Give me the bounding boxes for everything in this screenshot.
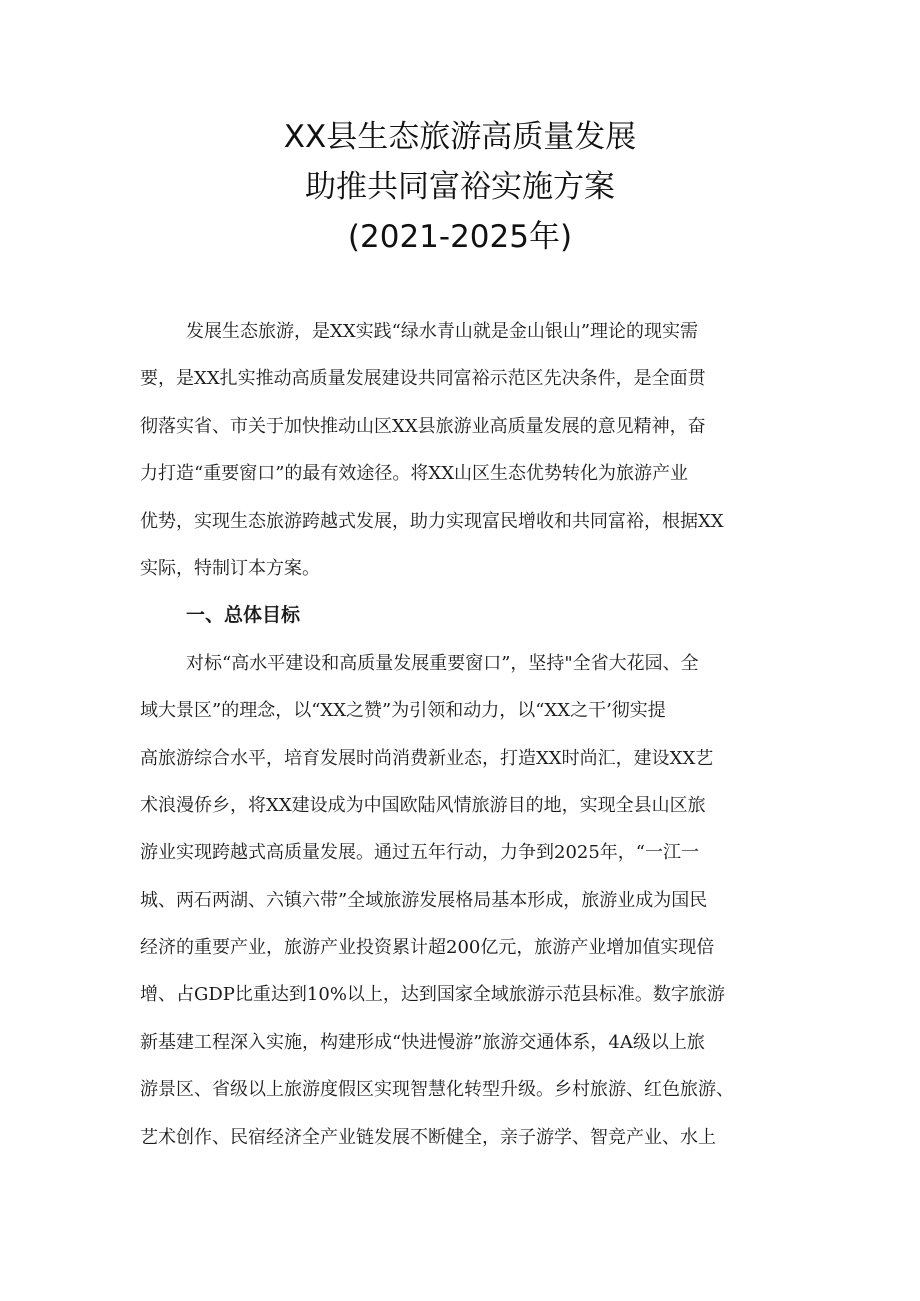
paragraph-line: 实际，特制订本方案。 <box>140 557 320 579</box>
paragraph-line: 城、两石两湖、六镇六带”全域旅游发展格局基本形成，旅游业成为国民 <box>140 889 708 911</box>
document-title <box>0 112 920 262</box>
paragraph-line: 要，是XX扎实推动高质量发展建设共同富裕示范区先决条件，是全面贯 <box>140 368 706 390</box>
section-heading: 一、总体目标 <box>186 604 301 627</box>
paragraph-line: 艺术创作、民宿经济全产业链发展不断健全，亲子游学、智竞产业、水上 <box>140 1126 716 1148</box>
section-paragraph <box>140 640 796 1161</box>
intro-paragraph <box>140 308 796 592</box>
document-body <box>140 308 796 1161</box>
paragraph-line: 新基建工程深入实施，构建形成“快进慢游”旅游交通体系，4A级以上旅 <box>140 1031 705 1053</box>
paragraph-line: 优势，实现生态旅游跨越式发展，助力实现富民增收和共同富裕，根据XX <box>140 510 724 532</box>
paragraph-line: 游景区、省级以上旅游度假区实现智慧化转型升级。乡村旅游、红色旅游、 <box>140 1079 734 1101</box>
title-line-2: 助推共同富裕实施方案 <box>305 169 615 205</box>
paragraph-line: 发展生态旅游，是XX实践“绿水青山就是金山银山”理论的现实需 <box>186 321 699 342</box>
title-line-3: (2021-2025年) <box>347 219 573 255</box>
paragraph-line: 彻落实省、市关于加快推动山区XX县旅游业高质量发展的意见精神，奋 <box>140 415 706 437</box>
title-line-1: XX县生态旅游高质量发展 <box>283 119 637 155</box>
paragraph-line: 经济的重要产业，旅游产业投资累计超200亿元，旅游产业增加值实现倍 <box>140 937 715 959</box>
paragraph-line: 高旅游综合水平，培育发展时尚消费新业态，打造XX时尚汇，建设XX艺 <box>140 747 714 769</box>
paragraph-line: 术浪漫侨乡，将XX建设成为中国欧陆风情旅游目的地，实现全县山区旅 <box>140 794 706 816</box>
paragraph-line: 力打造“重要窗口”的最有效途径。将XX山区生态优势转化为旅游产业 <box>140 463 689 485</box>
paragraph-line: 对标“高水平建设和高质量发展重要窗口”，坚持"全省大花园、全 <box>186 652 699 674</box>
paragraph-line: 域大景区”的理念，以“XX之赞”为引领和动力，以“XX之干’彻实提 <box>140 700 666 722</box>
paragraph-line: 增、占GDP比重达到10%以上，达到国家全域旅游示范县标准。数字旅游 <box>140 984 725 1006</box>
paragraph-line: 游业实现跨越式高质量发展。通过五年行动，力争到2025年，“一江一 <box>140 842 700 864</box>
